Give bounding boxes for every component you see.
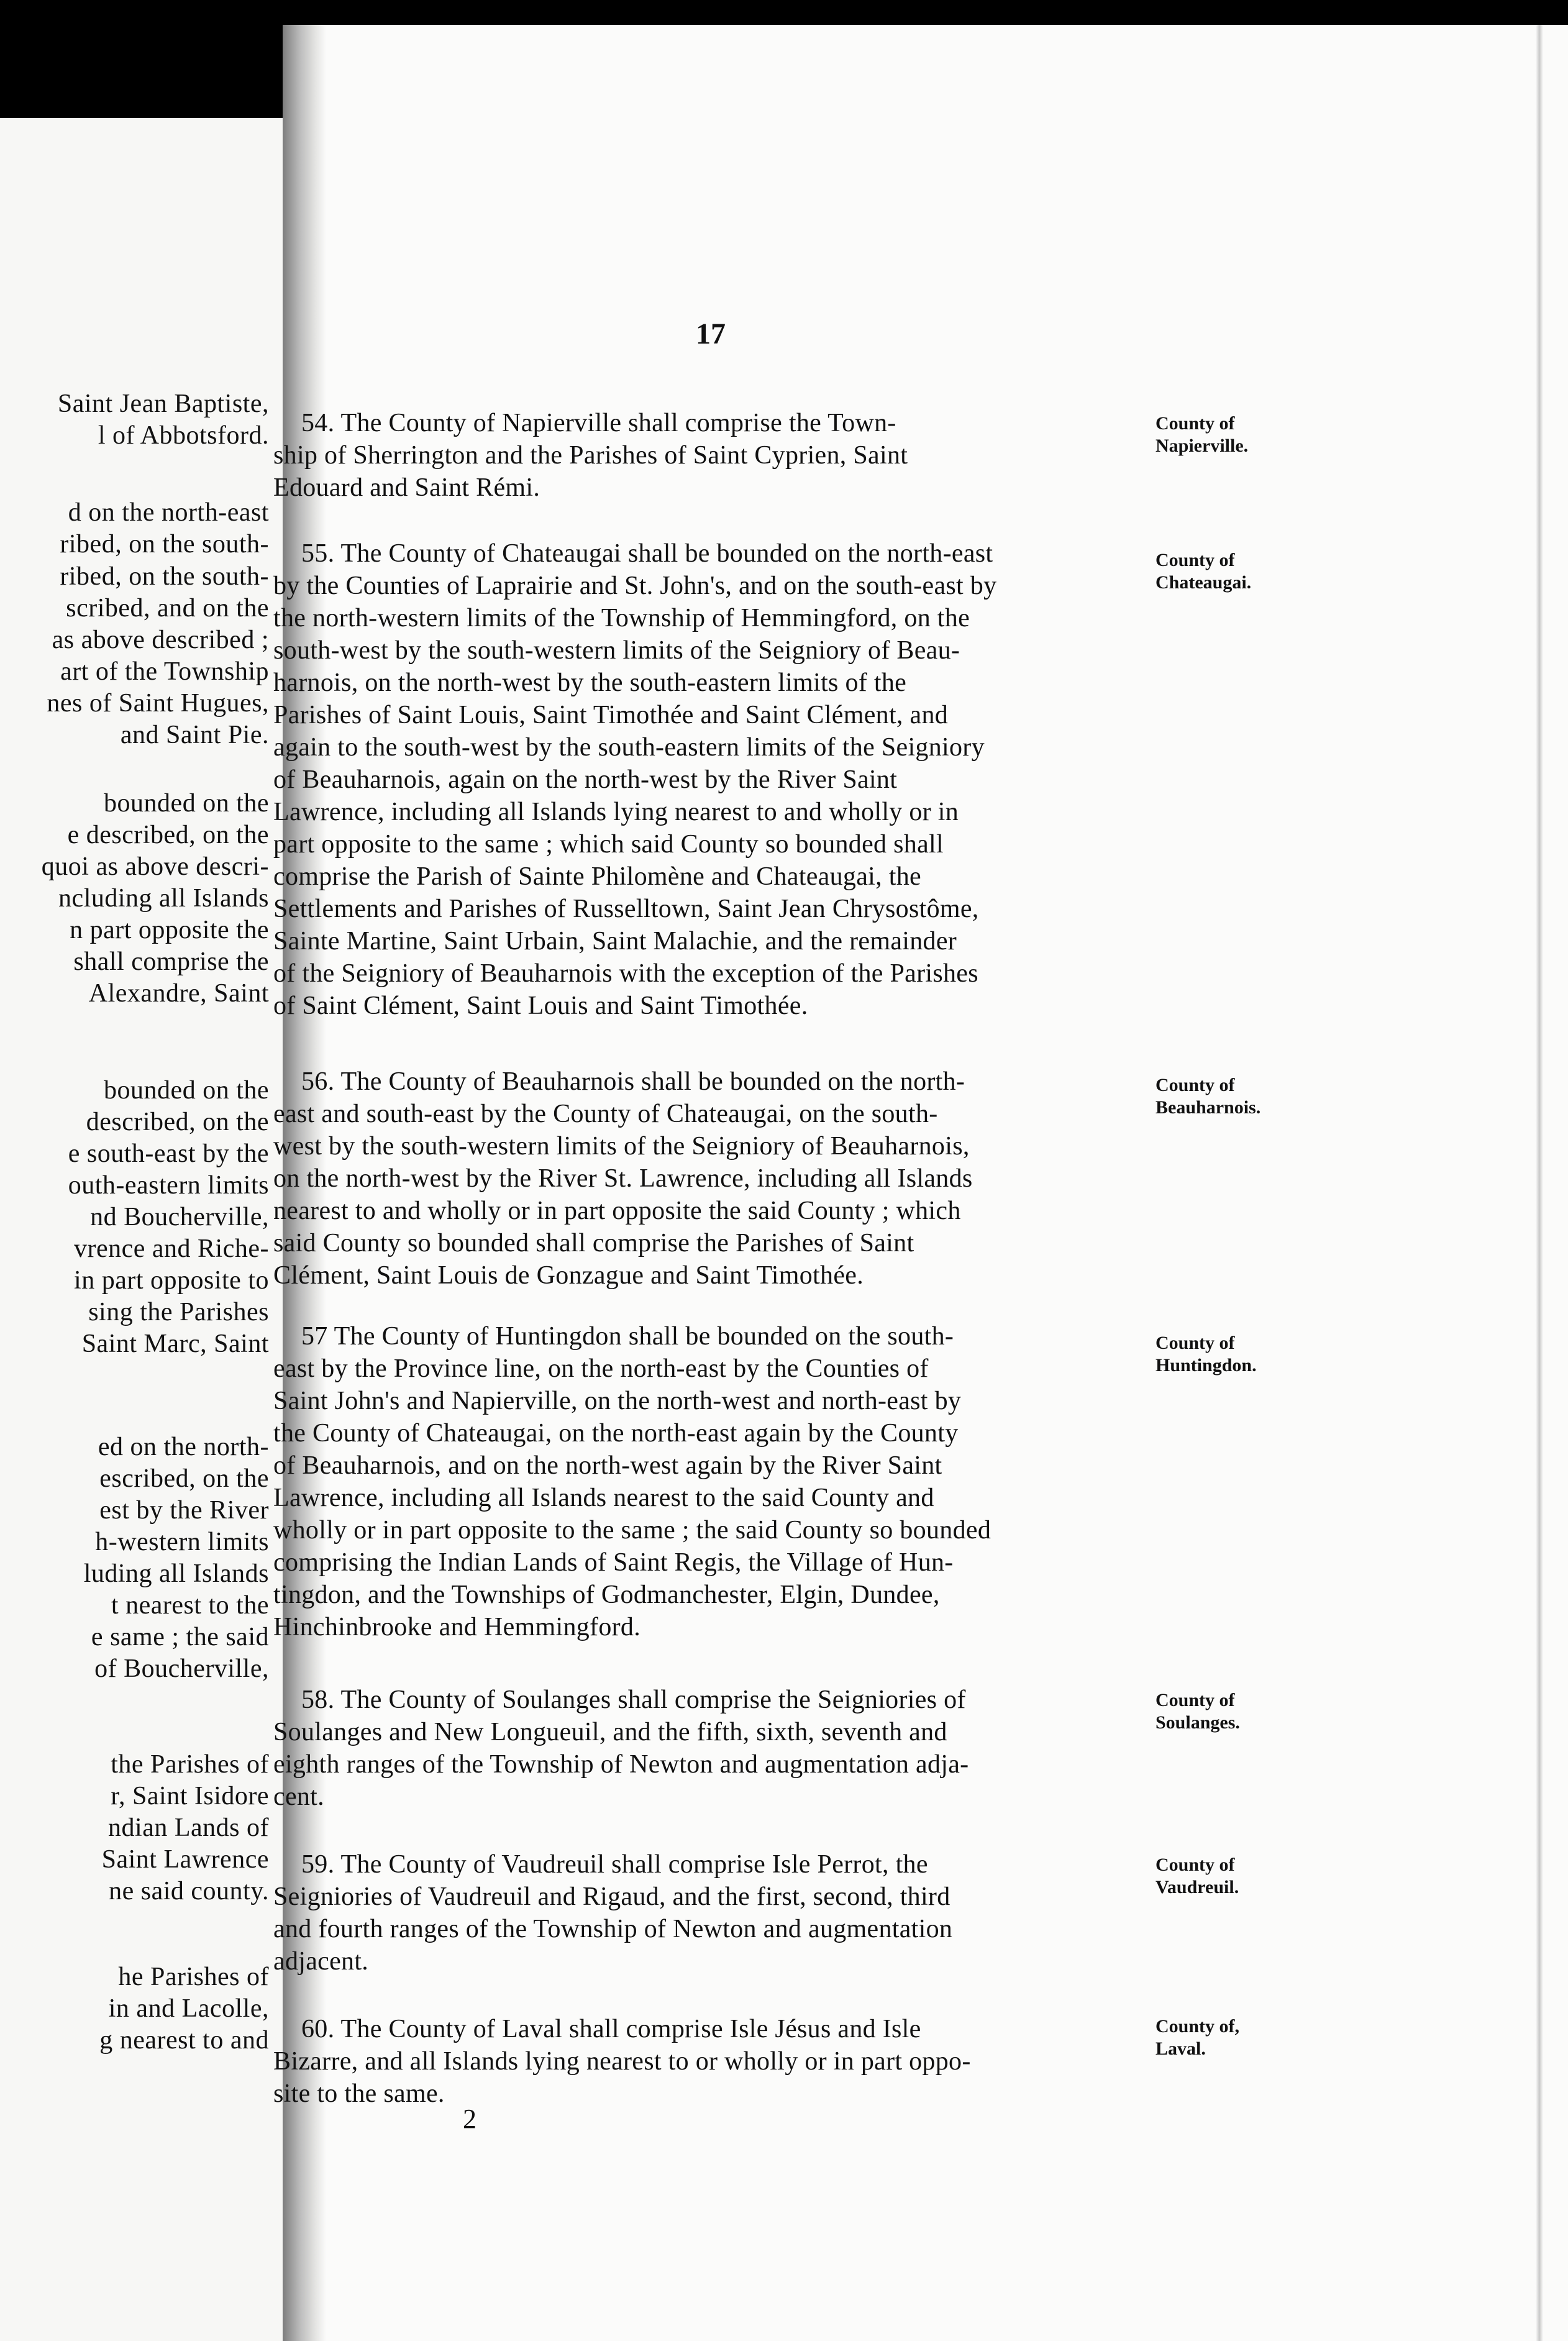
margin-note: Chateaugai.	[1155, 572, 1252, 593]
section-line: Parishes of Saint Louis, Saint Timothée and Saint Clément, and	[273, 701, 949, 729]
margin-note: Vaudreuil.	[1155, 1877, 1239, 1897]
margin-note: Napierville.	[1155, 436, 1249, 456]
section-line: nearest to and wholly or in part opposite the said County ; which	[273, 1197, 961, 1225]
facing-page-line: nd Boucherville,	[90, 1203, 269, 1231]
section-line: Hinchinbrooke and Hemmingford.	[273, 1613, 641, 1641]
margin-note: County of	[1155, 1855, 1235, 1875]
section-line: by the Counties of Laprairie and St. John's, and on the south-east by	[273, 572, 997, 600]
facing-page-line: Alexandre, Saint	[88, 979, 269, 1008]
page-number: 17	[696, 317, 726, 350]
section-line: east and south-east by the County of Chateaugai, on the south-	[273, 1100, 938, 1128]
margin-note: County of	[1155, 413, 1235, 434]
facing-page-line: the Parishes of	[111, 1750, 269, 1779]
section-line: again to the south-west by the south-eastern limits of the Seigniory	[273, 733, 985, 762]
section-line: comprising the Indian Lands of Saint Regis, the Village of Hun-	[273, 1548, 954, 1577]
section-line: adjacent.	[273, 1947, 369, 1976]
facing-page-line: bounded on the	[104, 789, 269, 818]
section-line: 57 The County of Huntingdon shall be bounded on the south-	[301, 1322, 954, 1351]
facing-page-line: bounded on the	[104, 1076, 269, 1105]
section-line: tingdon, and the Townships of Godmanchester, Elgin, Dundee,	[273, 1581, 940, 1609]
facing-page-line: scribed, and on the	[66, 594, 269, 623]
facing-page-line: sing the Parishes	[88, 1298, 269, 1326]
facing-page-line: and Saint Pie.	[120, 721, 269, 749]
section-line: 55. The County of Chateaugai shall be bounded on the north-east	[301, 539, 993, 568]
section-line: and fourth ranges of the Township of Newton and augmentation	[273, 1915, 953, 1943]
facing-page-line: Saint Jean Baptiste,	[57, 390, 269, 418]
facing-page-line: escribed, on the	[99, 1464, 269, 1493]
facing-page-line: in and Lacolle,	[108, 1994, 269, 2023]
section-line: south-west by the south-western limits of the Seigniory of Beau-	[273, 636, 960, 665]
section-line: ship of Sherrington and the Parishes of Saint Cyprien, Saint	[273, 441, 908, 470]
section-line: Saint John's and Napierville, on the north-west and north-east by	[273, 1387, 962, 1415]
section-line: on the north-west by the River St. Lawrence, including all Islands	[273, 1164, 973, 1193]
section-line: of Beauharnois, again on the north-west by the River Saint	[273, 765, 898, 794]
section-line: Edouard and Saint Rémi.	[273, 473, 540, 502]
facing-page-line: t nearest to the	[111, 1591, 269, 1620]
facing-page-line: d on the north-east	[68, 498, 269, 527]
signature-mark: 2	[463, 2104, 476, 2134]
section-line: 59. The County of Vaudreuil shall comprise Isle Perrot, the	[301, 1850, 928, 1879]
margin-note: County of,	[1155, 2016, 1240, 2037]
section-line: west by the south-western limits of the Seigniory of Beauharnois,	[273, 1132, 970, 1161]
section-line: part opposite to the same ; which said County so bounded shall	[273, 830, 944, 859]
section-line: wholly or in part opposite to the same ; the said County so bounded	[273, 1516, 991, 1545]
facing-page-line: e same ; the said	[91, 1623, 269, 1651]
section-line: Sainte Martine, Saint Urbain, Saint Malachie, and the remainder	[273, 927, 957, 956]
section-line: Seigniories of Vaudreuil and Rigaud, and the first, second, third	[273, 1882, 950, 1911]
section-line: of the Seigniory of Beauharnois with the exception of the Parishes	[273, 959, 978, 988]
section-line: of Saint Clément, Saint Louis and Saint Timothée.	[273, 992, 808, 1020]
facing-page-line: ndian Lands of	[108, 1814, 269, 1842]
page-edge	[1536, 25, 1543, 2341]
margin-note: County of	[1155, 1690, 1235, 1710]
section-line: Lawrence, including all Islands nearest to the said County and	[273, 1484, 934, 1512]
section-line: 60. The County of Laval shall comprise Isle Jésus and Isle	[301, 2015, 921, 2043]
facing-page-line: as above described ;	[52, 626, 269, 654]
facing-page-line: vrence and Riche-	[73, 1234, 269, 1263]
facing-page-line: e described, on the	[67, 821, 269, 849]
margin-note: County of	[1155, 1333, 1235, 1353]
facing-page-line: outh-eastern limits	[68, 1171, 269, 1200]
facing-page-line: ed on the north-	[98, 1433, 269, 1461]
section-line: Bizarre, and all Islands lying nearest to or wholly or in part oppo-	[273, 2047, 971, 2076]
section-line: of Beauharnois, and on the north-west again by the River Saint	[273, 1451, 942, 1480]
facing-page-line: ribed, on the south-	[60, 530, 269, 559]
facing-page-line: Saint Lawrence	[101, 1845, 269, 1874]
facing-page-line: he Parishes of	[118, 1963, 269, 1991]
margin-note: County of	[1155, 1075, 1235, 1095]
facing-page-line: ribed, on the south-	[60, 562, 269, 591]
margin-note: Soulanges.	[1155, 1712, 1240, 1733]
section-line: said County so bounded shall comprise the Parishes of Saint	[273, 1229, 914, 1257]
facing-page-line: in part opposite to	[74, 1266, 269, 1295]
facing-page-line: g nearest to and	[99, 2026, 269, 2055]
section-line: the north-western limits of the Township of Hemmingford, on the	[273, 604, 970, 632]
section-line: harnois, on the north-west by the south-eastern limits of the	[273, 669, 907, 697]
section-line: Clément, Saint Louis de Gonzague and Saint Timothée.	[273, 1261, 864, 1290]
facing-page-line: Saint Marc, Saint	[81, 1330, 269, 1358]
facing-page-fragment	[0, 118, 283, 2341]
facing-page-line: described, on the	[86, 1108, 269, 1136]
section-line: 58. The County of Soulanges shall comprise the Seigniories of	[301, 1686, 966, 1714]
margin-note: Huntingdon.	[1155, 1355, 1257, 1376]
margin-note: Beauharnois.	[1155, 1097, 1261, 1118]
facing-page-line: l of Abbotsford.	[98, 421, 269, 450]
section-line: cent.	[273, 1782, 324, 1811]
facing-page-line: luding all Islands	[83, 1559, 269, 1588]
facing-page-line: h-western limits	[95, 1528, 269, 1556]
margin-note: Laval.	[1155, 2038, 1206, 2059]
facing-page-line: ncluding all Islands	[58, 884, 269, 913]
section-line: site to the same.	[273, 2079, 445, 2108]
section-line: 54. The County of Napierville shall comprise the Town-	[301, 409, 896, 437]
section-line: Lawrence, including all Islands lying nearest to and wholly or in	[273, 798, 959, 826]
facing-page-line: r, Saint Isidore	[111, 1782, 269, 1810]
facing-page-line: shall comprise the	[73, 947, 269, 976]
facing-page-line: e south-east by the	[68, 1139, 269, 1168]
facing-page-line: of Boucherville,	[94, 1654, 269, 1683]
facing-page-line: art of the Township	[60, 657, 269, 686]
section-line: east by the Province line, on the north-east by the Counties of	[273, 1354, 929, 1383]
section-line: Soulanges and New Longueuil, and the fifth, sixth, seventh and	[273, 1718, 947, 1746]
section-line: Settlements and Parishes of Russelltown, Saint Jean Chrysostôme,	[273, 895, 979, 923]
section-line: eighth ranges of the Township of Newton and augmentation adja-	[273, 1750, 969, 1779]
section-line: comprise the Parish of Sainte Philomène and Chateaugai, the	[273, 862, 921, 891]
facing-page-line: n part opposite the	[70, 916, 269, 944]
section-line: the County of Chateaugai, on the north-east again by the County	[273, 1419, 959, 1448]
section-line: 56. The County of Beauharnois shall be bounded on the north-	[301, 1067, 965, 1096]
facing-page-line: quoi as above descri-	[41, 852, 269, 881]
margin-note: County of	[1155, 550, 1235, 570]
facing-page-line: est by the River	[99, 1496, 269, 1525]
facing-page-line: nes of Saint Hugues,	[47, 689, 269, 718]
facing-page-line: ne said county.	[109, 1877, 269, 1905]
